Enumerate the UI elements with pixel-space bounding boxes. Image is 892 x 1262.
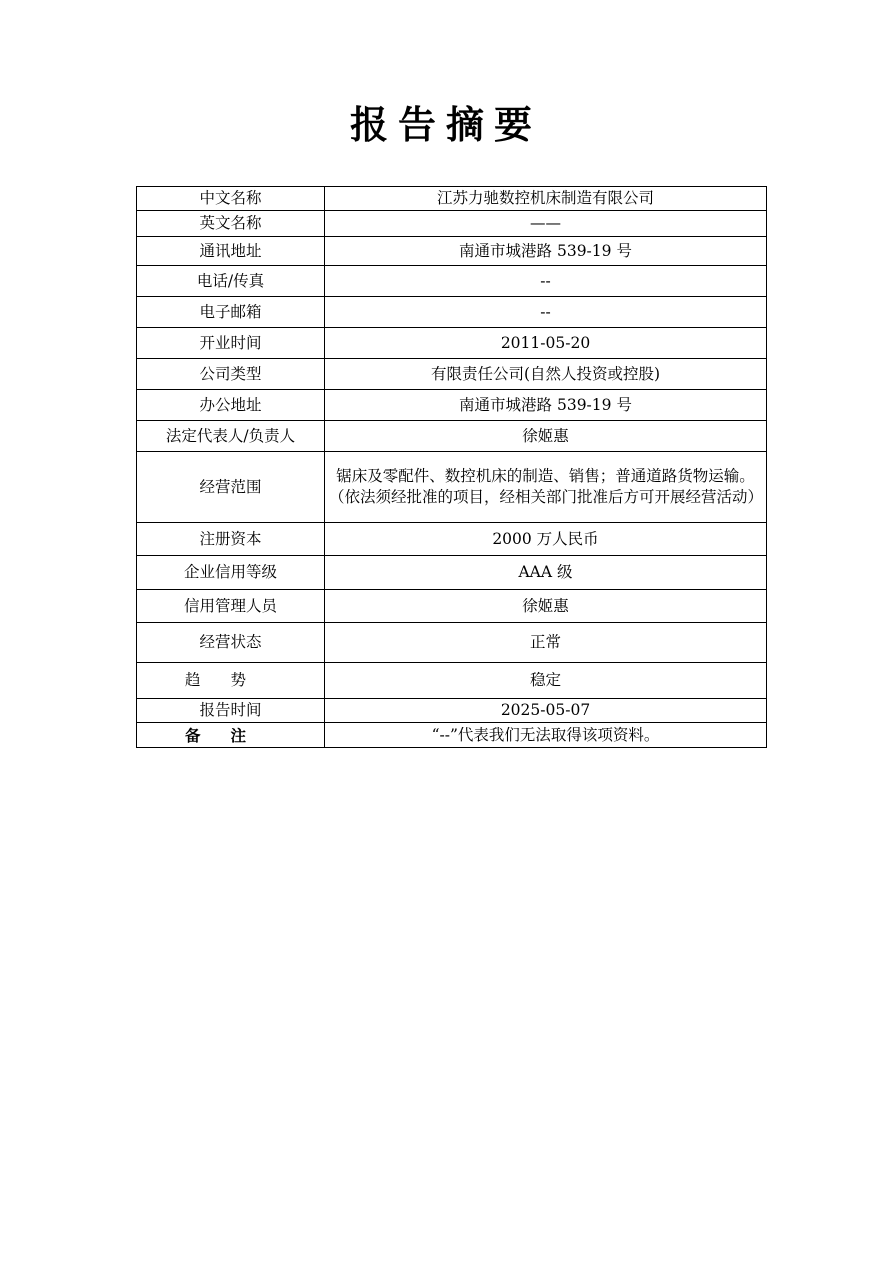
table-row (137, 623, 767, 663)
table-row (137, 699, 767, 723)
table-row (137, 590, 767, 623)
table-row (137, 421, 767, 452)
row-value-trend: 稳定 (325, 663, 767, 699)
report-summary-table (136, 186, 767, 748)
table-row (137, 266, 767, 297)
row-value-legal-representative: 徐姬惠 (325, 421, 767, 452)
row-label-credit-manager: 信用管理人员 (137, 590, 325, 623)
row-label-business-status: 经营状态 (137, 623, 325, 663)
row-label-phone-fax: 电话/传真 (137, 266, 325, 297)
row-label-address: 通讯地址 (137, 237, 325, 266)
row-value-company-type: 有限责任公司(自然人投资或控股) (325, 359, 767, 390)
table-row (137, 328, 767, 359)
row-value-registered-capital: 2000 万人民币 (325, 523, 767, 556)
row-value-phone-fax: -- (325, 266, 767, 297)
table-row (137, 723, 767, 748)
table-row (137, 523, 767, 556)
table-row (137, 452, 767, 523)
table-row (137, 297, 767, 328)
row-label-registered-capital: 注册资本 (137, 523, 325, 556)
row-label-office-address: 办公地址 (137, 390, 325, 421)
row-value-office-address: 南通市城港路 539-19 号 (325, 390, 767, 421)
table-row (137, 187, 767, 211)
row-value-business-scope: 锯床及零配件、数控机床的制造、销售；普通道路货物运输。（依法须经批准的项目，经相关部门批准后方可开展经营活动） (325, 452, 767, 523)
row-label-trend: 趋势 (137, 663, 325, 699)
row-value-opening-date: 2011-05-20 (325, 328, 767, 359)
row-value-address: 南通市城港路 539-19 号 (325, 237, 767, 266)
row-value-english-name: —— (325, 211, 767, 237)
table-row (137, 237, 767, 266)
row-value-email: -- (325, 297, 767, 328)
row-value-business-status: 正常 (325, 623, 767, 663)
row-label-business-scope: 经营范围 (137, 452, 325, 523)
row-label-email: 电子邮箱 (137, 297, 325, 328)
row-label-english-name: 英文名称 (137, 211, 325, 237)
row-value-credit-rating: AAA 级 (325, 556, 767, 590)
table-row (137, 359, 767, 390)
row-value-chinese-name: 江苏力驰数控机床制造有限公司 (325, 187, 767, 211)
table-row (137, 663, 767, 699)
row-label-opening-date: 开业时间 (137, 328, 325, 359)
row-label-legal-representative: 法定代表人/负责人 (137, 421, 325, 452)
row-value-remarks: “--”代表我们无法取得该项资料。 (325, 723, 767, 748)
row-label-credit-rating: 企业信用等级 (137, 556, 325, 590)
table-row (137, 390, 767, 421)
row-label-company-type: 公司类型 (137, 359, 325, 390)
row-label-remarks: 备注 (137, 723, 325, 748)
table-row (137, 211, 767, 237)
row-value-report-date: 2025-05-07 (325, 699, 767, 723)
row-label-chinese-name: 中文名称 (137, 187, 325, 211)
page-title: 报告摘要 (349, 103, 542, 147)
table-row (137, 556, 767, 590)
row-label-report-date: 报告时间 (137, 699, 325, 723)
row-value-credit-manager: 徐姬惠 (325, 590, 767, 623)
